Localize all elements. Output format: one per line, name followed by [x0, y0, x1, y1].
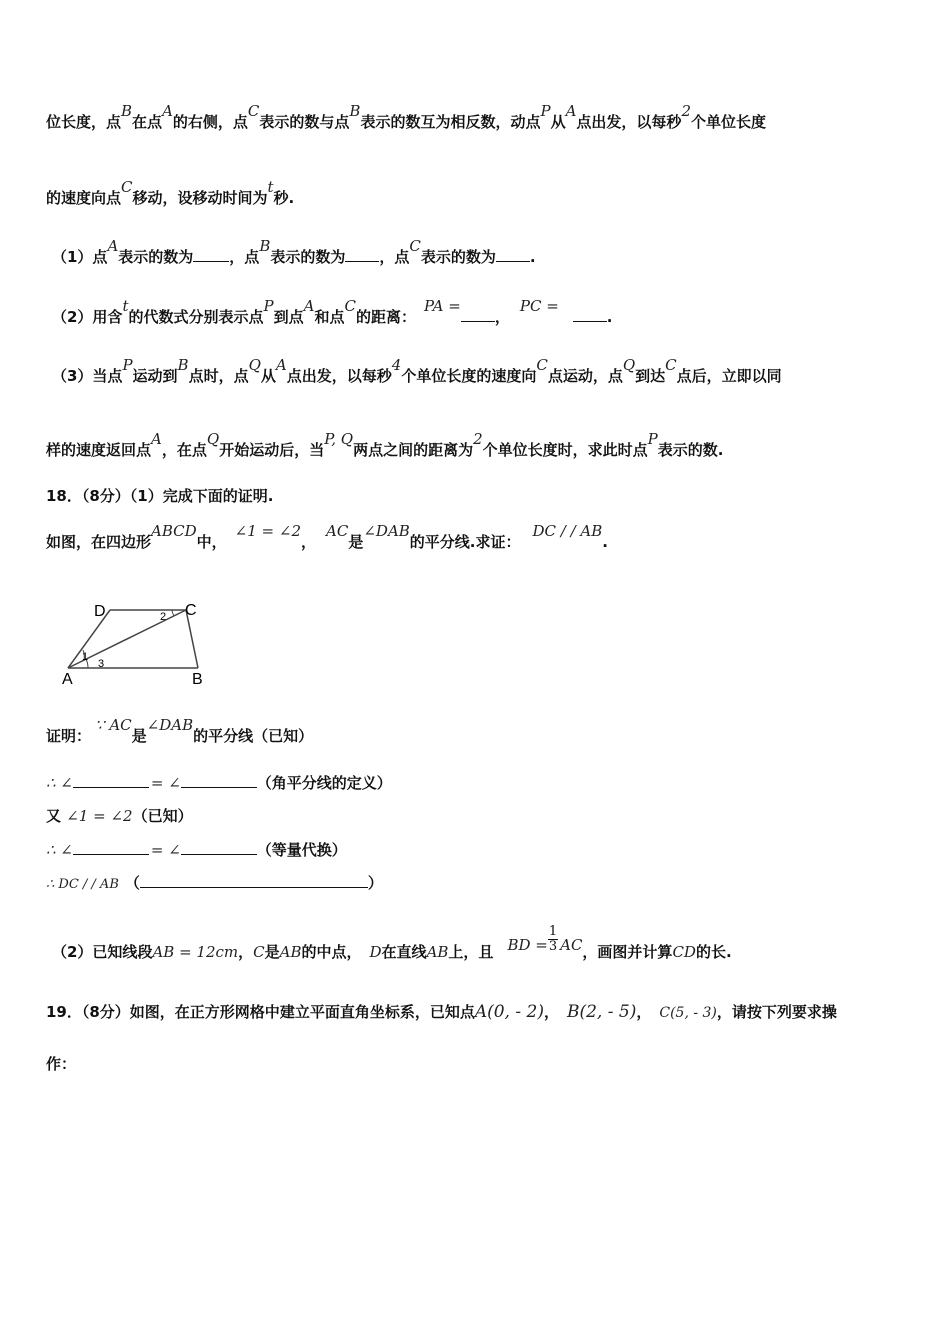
answer-blank[interactable]	[496, 246, 530, 262]
proof-blank[interactable]	[73, 839, 149, 855]
label-c: C	[185, 602, 197, 619]
proof-blank[interactable]	[140, 872, 368, 888]
quadrilateral-figure	[58, 598, 218, 692]
proof-line2: ∴ ∠ = ∠ （角平分线的定义）	[46, 774, 392, 792]
q17-part3-line2: 样的速度返回点A，在点Q开始运动后，当P, Q两点之间的距离为2个单位长度时，求此时点P表示的数.	[46, 430, 724, 459]
q17-part3-line1: （3）当点P运动到B点时，点Q从A点出发，以每秒4个单位长度的速度向C点运动，点Q到达C点后，立即以同	[52, 356, 782, 385]
q17-part2: （2）用含t的代数式分别表示点P到点A和点C的距离：PA =，PC =.	[52, 297, 613, 326]
label-b: B	[192, 671, 203, 688]
angle-2-label: 2	[160, 611, 167, 623]
proof-blank[interactable]	[181, 772, 257, 788]
proof-line3: 又 ∠1 = ∠2（已知）	[46, 807, 193, 825]
proof-line1: 证明：∵ AC是∠DAB的平分线（已知）	[46, 716, 314, 745]
proof-blank[interactable]	[181, 839, 257, 855]
q18-given: 如图，在四边形ABCD中，∠1 = ∠2，AC是∠DAB的平分线.求证：DC / / AB.	[46, 522, 608, 551]
q18-part2: （2）已知线段AB = 12cm，C是AB的中点， D在直线AB上，且 BD = $\frac{1}{3}$ AC，画图并计算CD的长.	[52, 924, 732, 961]
answer-blank[interactable]	[573, 306, 607, 322]
q17-line2: 的速度向点C移动，设移动时间为t秒.	[46, 178, 295, 207]
answer-blank[interactable]	[461, 306, 495, 322]
q18-heading: 18．（8分）（1）完成下面的证明.	[46, 487, 274, 505]
proof-line4: ∴ ∠ = ∠ （等量代换）	[46, 841, 347, 859]
q19-line2: 作：	[46, 1055, 77, 1073]
proof-blank[interactable]	[73, 772, 149, 788]
angle-1-label: 1	[82, 651, 89, 663]
q17-line1: 位长度，点B在点A的右侧，点C表示的数与点B表示的数互为相反数，动点P从A点出发，以每秒2个单位长度	[46, 102, 766, 131]
answer-blank[interactable]	[345, 246, 379, 262]
angle-3-label: 3	[98, 658, 105, 670]
label-d: D	[94, 603, 106, 620]
fraction-one-third: $\frac{1}{3}$	[548, 924, 558, 954]
label-a: A	[62, 671, 73, 688]
proof-line5: ∴ DC / / AB （ ）	[46, 874, 383, 892]
answer-blank[interactable]	[193, 246, 229, 262]
q19-line1: 19．（8分）如图，在正方形网格中建立平面直角坐标系，已知点A(0, - 2)， B(2, - 5)， C(5, - 3)，请按下列要求操	[46, 1002, 837, 1022]
q17-part1: （1）点A表示的数为 ，点B表示的数为 ，点C表示的数为 .	[52, 237, 536, 266]
